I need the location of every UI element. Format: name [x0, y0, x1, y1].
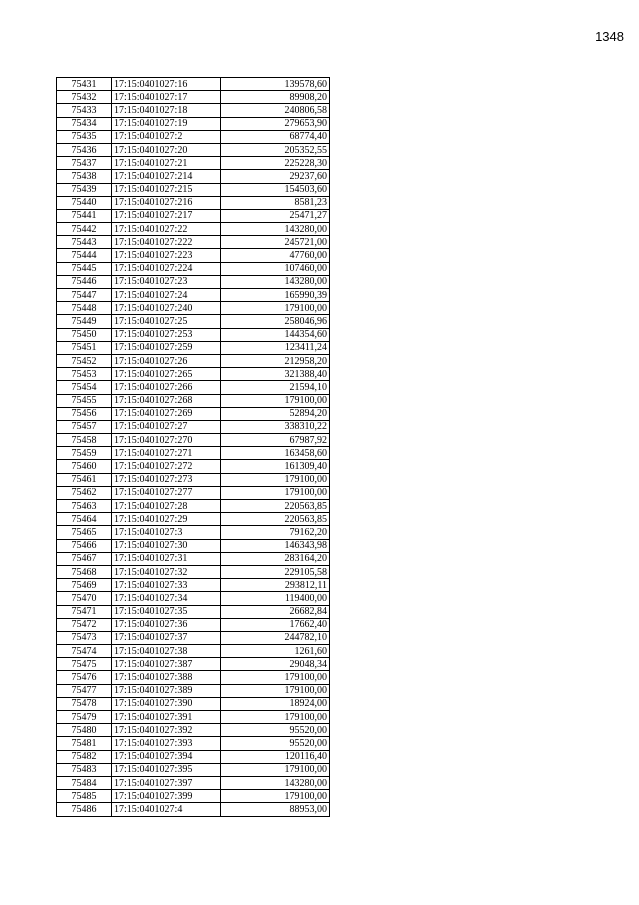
table-row [57, 223, 330, 236]
row-number-cell: 75460 [57, 460, 112, 473]
page-number: 1348 [595, 29, 624, 44]
row-number-cell: 75434 [57, 117, 112, 130]
row-number-cell: 75442 [57, 223, 112, 236]
data-table [56, 77, 330, 817]
cadastral-value-cell: 123411,24 [221, 341, 330, 354]
table-row [57, 803, 330, 816]
table-row [57, 565, 330, 578]
row-number-cell: 75485 [57, 790, 112, 803]
row-number-cell: 75486 [57, 803, 112, 816]
cadastral-value-cell: 107460,00 [221, 262, 330, 275]
cadastral-value-cell: 161309,40 [221, 460, 330, 473]
cadastral-number-cell: 17:15:0401027:214 [112, 170, 221, 183]
cadastral-number-cell: 17:15:0401027:268 [112, 394, 221, 407]
cadastral-value-cell: 79162,20 [221, 526, 330, 539]
row-number-cell: 75472 [57, 618, 112, 631]
table-row [57, 684, 330, 697]
table-row [57, 645, 330, 658]
table-row [57, 275, 330, 288]
row-number-cell: 75483 [57, 763, 112, 776]
row-number-cell: 75444 [57, 249, 112, 262]
cadastral-value-cell: 179100,00 [221, 302, 330, 315]
row-number-cell: 75461 [57, 473, 112, 486]
cadastral-number-cell: 17:15:0401027:19 [112, 117, 221, 130]
cadastral-value-cell: 88953,00 [221, 803, 330, 816]
cadastral-number-cell: 17:15:0401027:271 [112, 447, 221, 460]
cadastral-value-cell: 119400,00 [221, 592, 330, 605]
cadastral-number-cell: 17:15:0401027:259 [112, 341, 221, 354]
row-number-cell: 75469 [57, 579, 112, 592]
table-row [57, 354, 330, 367]
cadastral-number-cell: 17:15:0401027:21 [112, 157, 221, 170]
cadastral-value-cell: 89908,20 [221, 91, 330, 104]
table-row [57, 447, 330, 460]
row-number-cell: 75438 [57, 170, 112, 183]
table-row [57, 552, 330, 565]
cadastral-value-cell: 212958,20 [221, 354, 330, 367]
cadastral-value-cell: 143280,00 [221, 275, 330, 288]
table-row [57, 91, 330, 104]
table-row [57, 750, 330, 763]
row-number-cell: 75482 [57, 750, 112, 763]
cadastral-value-cell: 240806,58 [221, 104, 330, 117]
row-number-cell: 75481 [57, 737, 112, 750]
row-number-cell: 75452 [57, 354, 112, 367]
cadastral-number-cell: 17:15:0401027:270 [112, 434, 221, 447]
cadastral-number-cell: 17:15:0401027:25 [112, 315, 221, 328]
cadastral-number-cell: 17:15:0401027:392 [112, 724, 221, 737]
cadastral-number-cell: 17:15:0401027:387 [112, 658, 221, 671]
cadastral-number-cell: 17:15:0401027:399 [112, 790, 221, 803]
cadastral-value-cell: 179100,00 [221, 684, 330, 697]
row-number-cell: 75443 [57, 236, 112, 249]
row-number-cell: 75467 [57, 552, 112, 565]
cadastral-value-cell: 338310,22 [221, 420, 330, 433]
cadastral-value-cell: 47760,00 [221, 249, 330, 262]
table-row [57, 407, 330, 420]
row-number-cell: 75479 [57, 711, 112, 724]
table-row [57, 196, 330, 209]
cadastral-number-cell: 17:15:0401027:388 [112, 671, 221, 684]
table-row [57, 117, 330, 130]
row-number-cell: 75475 [57, 658, 112, 671]
cadastral-number-cell: 17:15:0401027:35 [112, 605, 221, 618]
cadastral-number-cell: 17:15:0401027:17 [112, 91, 221, 104]
table-row [57, 368, 330, 381]
table-row [57, 631, 330, 644]
table-row [57, 724, 330, 737]
cadastral-value-cell: 29048,34 [221, 658, 330, 671]
cadastral-number-cell: 17:15:0401027:23 [112, 275, 221, 288]
table-row [57, 460, 330, 473]
table-row [57, 605, 330, 618]
row-number-cell: 75433 [57, 104, 112, 117]
table-row [57, 262, 330, 275]
cadastral-value-cell: 279653,90 [221, 117, 330, 130]
table-row [57, 539, 330, 552]
cadastral-value-cell: 21594,10 [221, 381, 330, 394]
table-row [57, 473, 330, 486]
row-number-cell: 75441 [57, 209, 112, 222]
cadastral-value-cell: 283164,20 [221, 552, 330, 565]
table-row [57, 763, 330, 776]
cadastral-value-cell: 143280,00 [221, 223, 330, 236]
table-row [57, 157, 330, 170]
cadastral-number-cell: 17:15:0401027:266 [112, 381, 221, 394]
row-number-cell: 75439 [57, 183, 112, 196]
cadastral-number-cell: 17:15:0401027:217 [112, 209, 221, 222]
table-row [57, 513, 330, 526]
cadastral-number-cell: 17:15:0401027:223 [112, 249, 221, 262]
table-row [57, 381, 330, 394]
cadastral-number-cell: 17:15:0401027:222 [112, 236, 221, 249]
cadastral-number-cell: 17:15:0401027:22 [112, 223, 221, 236]
row-number-cell: 75468 [57, 565, 112, 578]
row-number-cell: 75471 [57, 605, 112, 618]
cadastral-value-cell: 165990,39 [221, 289, 330, 302]
cadastral-number-cell: 17:15:0401027:240 [112, 302, 221, 315]
row-number-cell: 75449 [57, 315, 112, 328]
cadastral-number-cell: 17:15:0401027:36 [112, 618, 221, 631]
cadastral-value-cell: 154503,60 [221, 183, 330, 196]
cadastral-value-cell: 321388,40 [221, 368, 330, 381]
table-row [57, 341, 330, 354]
cadastral-value-cell: 143280,00 [221, 776, 330, 789]
row-number-cell: 75437 [57, 157, 112, 170]
row-number-cell: 75480 [57, 724, 112, 737]
cadastral-number-cell: 17:15:0401027:391 [112, 711, 221, 724]
table-row [57, 78, 330, 91]
cadastral-value-cell: 18924,00 [221, 697, 330, 710]
cadastral-value-cell: 293812,11 [221, 579, 330, 592]
table-row [57, 328, 330, 341]
cadastral-number-cell: 17:15:0401027:277 [112, 486, 221, 499]
row-number-cell: 75458 [57, 434, 112, 447]
cadastral-number-cell: 17:15:0401027:4 [112, 803, 221, 816]
table-row [57, 697, 330, 710]
cadastral-number-cell: 17:15:0401027:28 [112, 500, 221, 513]
row-number-cell: 75454 [57, 381, 112, 394]
row-number-cell: 75476 [57, 671, 112, 684]
cadastral-number-cell: 17:15:0401027:265 [112, 368, 221, 381]
cadastral-number-cell: 17:15:0401027:215 [112, 183, 221, 196]
cadastral-value-cell: 26682,84 [221, 605, 330, 618]
cadastral-value-cell: 1261,60 [221, 645, 330, 658]
cadastral-number-cell: 17:15:0401027:389 [112, 684, 221, 697]
cadastral-number-cell: 17:15:0401027:32 [112, 565, 221, 578]
row-number-cell: 75473 [57, 631, 112, 644]
cadastral-value-cell: 17662,40 [221, 618, 330, 631]
table-row [57, 776, 330, 789]
cadastral-number-cell: 17:15:0401027:390 [112, 697, 221, 710]
row-number-cell: 75456 [57, 407, 112, 420]
cadastral-value-cell: 179100,00 [221, 473, 330, 486]
row-number-cell: 75453 [57, 368, 112, 381]
row-number-cell: 75455 [57, 394, 112, 407]
table-row [57, 434, 330, 447]
cadastral-number-cell: 17:15:0401027:395 [112, 763, 221, 776]
cadastral-number-cell: 17:15:0401027:393 [112, 737, 221, 750]
row-number-cell: 75450 [57, 328, 112, 341]
table-row [57, 236, 330, 249]
table-row [57, 671, 330, 684]
cadastral-value-cell: 179100,00 [221, 790, 330, 803]
row-number-cell: 75477 [57, 684, 112, 697]
cadastral-number-cell: 17:15:0401027:394 [112, 750, 221, 763]
cadastral-value-cell: 205352,55 [221, 143, 330, 156]
cadastral-number-cell: 17:15:0401027:397 [112, 776, 221, 789]
row-number-cell: 75448 [57, 302, 112, 315]
table-body [57, 78, 330, 817]
table-row [57, 790, 330, 803]
table-row [57, 526, 330, 539]
cadastral-number-cell: 17:15:0401027:37 [112, 631, 221, 644]
cadastral-value-cell: 179100,00 [221, 486, 330, 499]
table-row [57, 500, 330, 513]
cadastral-number-cell: 17:15:0401027:18 [112, 104, 221, 117]
table-row [57, 143, 330, 156]
cadastral-number-cell: 17:15:0401027:273 [112, 473, 221, 486]
row-number-cell: 75484 [57, 776, 112, 789]
cadastral-number-cell: 17:15:0401027:2 [112, 130, 221, 143]
row-number-cell: 75445 [57, 262, 112, 275]
cadastral-value-cell: 179100,00 [221, 711, 330, 724]
cadastral-number-cell: 17:15:0401027:33 [112, 579, 221, 592]
table-row [57, 579, 330, 592]
table-row [57, 394, 330, 407]
cadastral-value-cell: 163458,60 [221, 447, 330, 460]
cadastral-number-cell: 17:15:0401027:3 [112, 526, 221, 539]
row-number-cell: 75447 [57, 289, 112, 302]
row-number-cell: 75446 [57, 275, 112, 288]
table-row [57, 315, 330, 328]
row-number-cell: 75435 [57, 130, 112, 143]
cadastral-value-cell: 258046,96 [221, 315, 330, 328]
cadastral-value-cell: 139578,60 [221, 78, 330, 91]
cadastral-value-cell: 8581,23 [221, 196, 330, 209]
table-row [57, 486, 330, 499]
cadastral-value-cell: 220563,85 [221, 500, 330, 513]
table-row [57, 289, 330, 302]
row-number-cell: 75451 [57, 341, 112, 354]
cadastral-value-cell: 68774,40 [221, 130, 330, 143]
row-number-cell: 75440 [57, 196, 112, 209]
table-row [57, 658, 330, 671]
cadastral-number-cell: 17:15:0401027:27 [112, 420, 221, 433]
row-number-cell: 75459 [57, 447, 112, 460]
cadastral-value-cell: 95520,00 [221, 724, 330, 737]
row-number-cell: 75431 [57, 78, 112, 91]
row-number-cell: 75466 [57, 539, 112, 552]
cadastral-value-cell: 25471,27 [221, 209, 330, 222]
row-number-cell: 75463 [57, 500, 112, 513]
cadastral-number-cell: 17:15:0401027:38 [112, 645, 221, 658]
cadastral-value-cell: 244782,10 [221, 631, 330, 644]
row-number-cell: 75436 [57, 143, 112, 156]
cadastral-value-cell: 29237,60 [221, 170, 330, 183]
table-row [57, 302, 330, 315]
cadastral-number-cell: 17:15:0401027:216 [112, 196, 221, 209]
cadastral-number-cell: 17:15:0401027:269 [112, 407, 221, 420]
cadastral-value-cell: 95520,00 [221, 737, 330, 750]
row-number-cell: 75457 [57, 420, 112, 433]
table-row [57, 183, 330, 196]
cadastral-value-cell: 52894,20 [221, 407, 330, 420]
row-number-cell: 75464 [57, 513, 112, 526]
cadastral-value-cell: 67987,92 [221, 434, 330, 447]
cadastral-value-cell: 144354,60 [221, 328, 330, 341]
row-number-cell: 75470 [57, 592, 112, 605]
table-row [57, 170, 330, 183]
cadastral-value-cell: 179100,00 [221, 394, 330, 407]
cadastral-value-cell: 179100,00 [221, 763, 330, 776]
cadastral-value-cell: 220563,85 [221, 513, 330, 526]
row-number-cell: 75462 [57, 486, 112, 499]
cadastral-number-cell: 17:15:0401027:31 [112, 552, 221, 565]
cadastral-value-cell: 225228,30 [221, 157, 330, 170]
table-row [57, 737, 330, 750]
cadastral-number-cell: 17:15:0401027:20 [112, 143, 221, 156]
table-row [57, 249, 330, 262]
row-number-cell: 75465 [57, 526, 112, 539]
cadastral-value-cell: 229105,58 [221, 565, 330, 578]
cadastral-number-cell: 17:15:0401027:253 [112, 328, 221, 341]
cadastral-number-cell: 17:15:0401027:26 [112, 354, 221, 367]
cadastral-number-cell: 17:15:0401027:30 [112, 539, 221, 552]
cadastral-number-cell: 17:15:0401027:16 [112, 78, 221, 91]
cadastral-number-cell: 17:15:0401027:24 [112, 289, 221, 302]
row-number-cell: 75474 [57, 645, 112, 658]
table-row [57, 130, 330, 143]
table-row [57, 209, 330, 222]
table-row [57, 104, 330, 117]
cadastral-number-cell: 17:15:0401027:29 [112, 513, 221, 526]
row-number-cell: 75478 [57, 697, 112, 710]
cadastral-number-cell: 17:15:0401027:34 [112, 592, 221, 605]
row-number-cell: 75432 [57, 91, 112, 104]
table-row [57, 592, 330, 605]
cadastral-value-cell: 120116,40 [221, 750, 330, 763]
table-row [57, 711, 330, 724]
cadastral-number-cell: 17:15:0401027:272 [112, 460, 221, 473]
cadastral-value-cell: 179100,00 [221, 671, 330, 684]
cadastral-value-cell: 245721,00 [221, 236, 330, 249]
cadastral-number-cell: 17:15:0401027:224 [112, 262, 221, 275]
cadastral-value-cell: 146343,98 [221, 539, 330, 552]
table-row [57, 420, 330, 433]
table-row [57, 618, 330, 631]
